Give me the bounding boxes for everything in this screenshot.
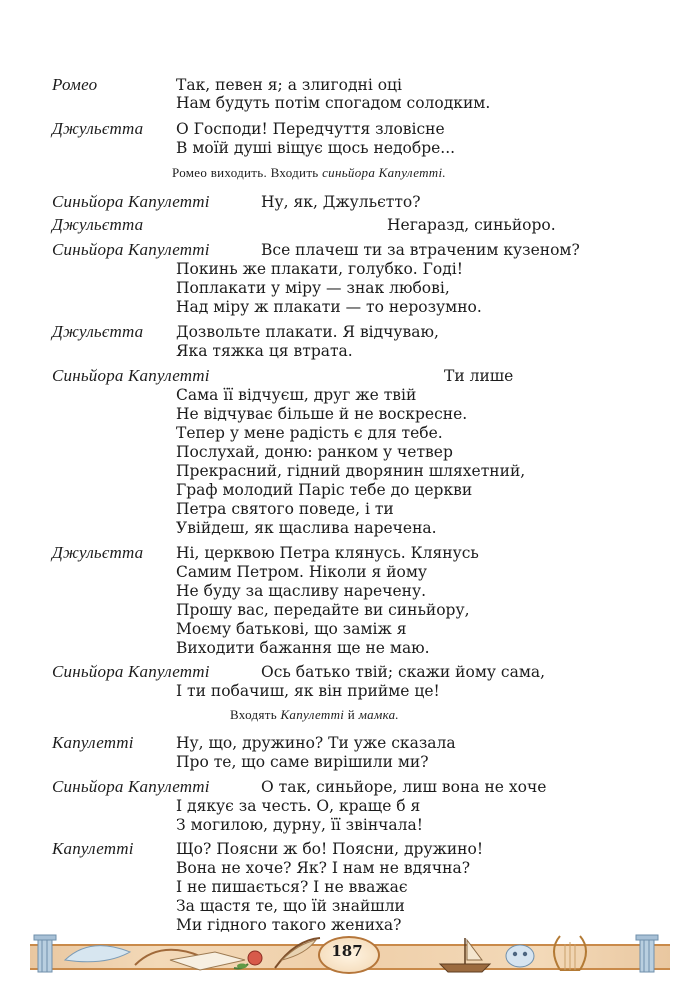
verse-line: Увійдеш, як щаслива наречена. bbox=[176, 519, 437, 537]
speaker-name: Синьйора Капулетті bbox=[52, 192, 210, 211]
verse-line: О Господи! Передчуття зловісне bbox=[176, 120, 445, 138]
verse-line: Що? Поясни ж бо! Поясни, дружино! bbox=[176, 840, 484, 858]
verse-line: Прошу вас, передайте ви синьйору, bbox=[176, 601, 470, 619]
verse-line: Ось батько твій; скажи йому сама, bbox=[261, 663, 546, 681]
stage-direction bbox=[230, 707, 399, 723]
verse-line: Яка тяжка ця втрата. bbox=[176, 342, 353, 360]
verse-line: Не відчуває більше й не воскресне. bbox=[176, 405, 468, 423]
verse-line: Не буду за щасливу наречену. bbox=[176, 582, 427, 600]
speaker-name: Ромео bbox=[52, 75, 98, 94]
stage-direction-text: й bbox=[344, 707, 359, 722]
verse-line: Все плачеш ти за втраченим кузеном? bbox=[261, 241, 580, 259]
stage-direction bbox=[172, 165, 446, 181]
verse-line: Про те, що саме вирішили ми? bbox=[176, 753, 429, 771]
speaker-name: Капулетті bbox=[52, 733, 134, 752]
verse-line: Вона не хоче? Як? І нам не вдячна? bbox=[176, 859, 471, 877]
verse-line: Нам будуть потім спогадом солодким. bbox=[176, 94, 491, 112]
speaker-name: Синьйора Капулетті bbox=[52, 366, 210, 385]
speaker-name: Джульєтта bbox=[52, 322, 144, 341]
verse-line: Петра святого поведе, і ти bbox=[176, 500, 394, 518]
speaker-name: Синьйора Капулетті bbox=[52, 777, 210, 796]
verse-line: І не пишається? І не вважає bbox=[176, 878, 408, 896]
verse-line: За щастя те, що їй знайшли bbox=[176, 897, 405, 915]
speaker-name: Джульєтта bbox=[52, 543, 144, 562]
verse-line: Дозвольте плакати. Я відчуваю, bbox=[176, 323, 439, 341]
verse-line: З могилою, дурну, її звінчала! bbox=[176, 816, 423, 834]
verse-line: Ні, церквою Петра клянусь. Клянусь bbox=[176, 544, 479, 562]
speaker-name: Синьйора Капулетті bbox=[52, 240, 210, 259]
book-icon bbox=[170, 952, 245, 970]
lyre-icon bbox=[554, 936, 586, 970]
verse-line: Моєму батькові, що заміж я bbox=[176, 620, 407, 638]
verse-line: Негаразд, синьйоро. bbox=[387, 216, 556, 234]
verse-line: Ти лише bbox=[444, 367, 514, 385]
verse-line: Самим Петром. Ніколи я йому bbox=[176, 563, 428, 581]
verse-line: В моїй душі віщує щось недобре... bbox=[176, 139, 456, 157]
stage-direction-name: мамка. bbox=[358, 707, 399, 722]
stage-direction-text: Ромео виходить. Входить bbox=[172, 165, 323, 180]
verse-line: Ну, як, Джульєтто? bbox=[261, 193, 421, 211]
verse-line: І дякує за честь. О, краще б я bbox=[176, 797, 421, 815]
verse-line: Покинь же плакати, голубко. Годі! bbox=[176, 260, 463, 278]
column-icon bbox=[34, 935, 56, 972]
verse-line: Виходити бажання ще не маю. bbox=[176, 639, 430, 657]
verse-line: Послухай, доню: ранком у четвер bbox=[176, 443, 453, 461]
speaker-name: Джульєтта bbox=[52, 215, 144, 234]
stage-direction-name: синьйора Капулетті. bbox=[322, 165, 446, 180]
verse-line: Сама її відчуєш, друг же твій bbox=[176, 386, 417, 404]
stage-direction-name: Капулетті bbox=[280, 707, 345, 722]
verse-line: Над міру ж плакати — то нерозумно. bbox=[176, 298, 482, 316]
speaker-name: Синьйора Капулетті bbox=[52, 662, 210, 681]
verse-line: О так, синьйоре, лиш вона не хоче bbox=[261, 778, 547, 796]
verse-line: Ми гідного такого жениха? bbox=[176, 916, 402, 934]
verse-line: Ну, що, дружино? Ти уже сказала bbox=[176, 734, 456, 752]
page-number: 187 bbox=[331, 942, 363, 960]
ship-icon bbox=[440, 938, 490, 972]
verse-line: Прекрасний, гідний дворянин шляхетний, bbox=[176, 462, 526, 480]
column-icon bbox=[636, 935, 658, 972]
mask-icon bbox=[506, 945, 534, 967]
verse-line: Тепер у мене радість є для тебе. bbox=[176, 424, 443, 442]
verse-line: Поплакати у міру — знак любові, bbox=[176, 279, 450, 297]
speaker-name: Джульєтта bbox=[52, 119, 144, 138]
speaker-name: Капулетті bbox=[52, 839, 134, 858]
stage-direction-text: Входять bbox=[230, 707, 281, 722]
verse-line: Так, певен я; а злигодні оці bbox=[176, 76, 402, 94]
verse-line: І ти побачиш, як він прийме це! bbox=[176, 682, 440, 700]
feather-icon bbox=[275, 938, 320, 968]
page-footer-ornament bbox=[20, 930, 680, 980]
verse-line: Граф молодий Паріс тебе до церкви bbox=[176, 481, 473, 499]
